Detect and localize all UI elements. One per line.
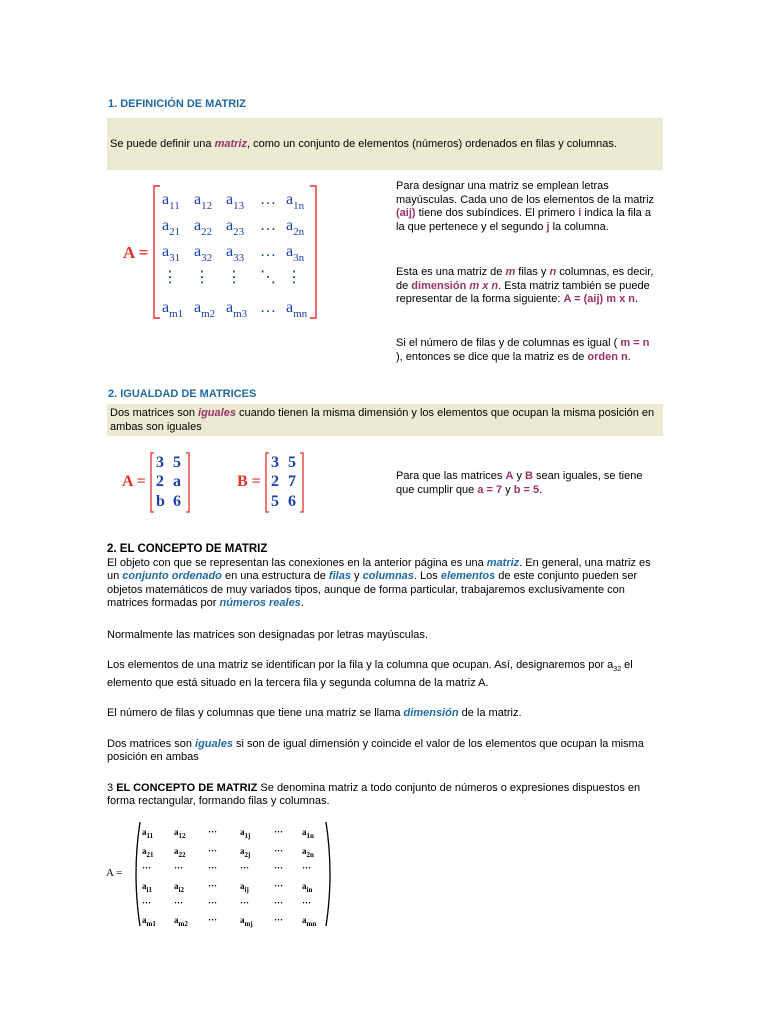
matrix-cell-4-4: ⋱ xyxy=(260,269,276,286)
dimension-keyword: dimensión xyxy=(411,279,467,292)
matrix2-cell-4-6: $a_{in}$ xyxy=(302,881,313,895)
definition-box xyxy=(107,118,663,170)
dimension-text-e: . xyxy=(634,293,639,305)
matrix2-cell-6-5: ··· xyxy=(274,915,284,925)
matrix2-cell-2-6: $a_{2n}$ xyxy=(302,846,314,860)
equality-pre: Dos matrices son xyxy=(110,407,199,419)
concept-p1-e: . Los xyxy=(413,570,441,582)
matrix-A-left-bracket xyxy=(151,453,154,512)
matrix-A-cell-1-2: 5 xyxy=(173,454,181,471)
section2-heading: 2. IGUALDAD DE MATRICES xyxy=(108,388,257,400)
order-paragraph xyxy=(396,337,658,364)
matrix-A-cell-3-1: b xyxy=(156,493,165,510)
matrix-A-cell-1-1: 3 xyxy=(156,454,164,471)
notation-text-c: indica la fila a la que pertenece y el segundo xyxy=(396,207,651,233)
concept-p3-b: el elemento que está situado en la tercera fila y segunda columna de la matriz A. xyxy=(107,659,633,689)
matrix2-cell-1-4: $a_{1j}$ xyxy=(240,827,251,841)
matrix-cell-4-5: ⋮ xyxy=(286,269,302,286)
matrix-cell-4-3: ⋮ xyxy=(226,269,242,286)
matrix2-cell-4-2: $a_{i2}$ xyxy=(174,881,184,895)
matrix-cell-5-2: $a_{m2}$ xyxy=(194,299,216,320)
matrix2-label: A = xyxy=(106,867,123,879)
matrix-B-cell-1-1: 3 xyxy=(271,454,279,471)
matrix2-cell-4-3: ··· xyxy=(208,881,218,891)
matrix-cell-2-2: $a_{22}$ xyxy=(194,217,213,238)
concept-p1-elementos: elementos xyxy=(440,570,496,582)
matrix-cell-1-1: $a_{11}$ xyxy=(162,191,180,212)
dimension-text-b: filas y xyxy=(515,266,550,278)
definition-post: , como un conjunto de elementos (números) ordenados en filas y columnas. xyxy=(247,138,617,150)
matrix-right-bracket xyxy=(310,186,316,318)
equality-matrices-svg xyxy=(120,450,320,516)
matrix-cell-1-2: $a_{12}$ xyxy=(194,191,213,212)
matrix2-cell-6-4: $a_{mj}$ xyxy=(240,915,253,929)
matrix2-cell-6-1: $a_{m1}$ xyxy=(142,915,156,929)
definition-keyword: matriz xyxy=(214,138,247,150)
cond-y: y xyxy=(513,470,526,482)
general-matrix-svg xyxy=(120,182,320,322)
matrix-B-left-bracket xyxy=(266,453,269,512)
matrix2-cell-2-2: $a_{22}$ xyxy=(174,846,186,860)
matrix2-cell-3-3: ··· xyxy=(208,863,218,873)
concept-p3-a: Los elementos de una matriz se identifican por la fila y la columna que ocupan. Así, designaremos por a xyxy=(107,659,614,671)
matrix-cell-5-5: $a_{mn}$ xyxy=(286,299,308,320)
matrix-cell-2-1: $a_{21}$ xyxy=(162,217,181,238)
matrix-cell-5-1: $a_{m1}$ xyxy=(162,299,184,320)
dimension-m: m xyxy=(505,266,516,278)
dimension-mxn: m x n xyxy=(469,279,499,292)
dimension-paragraph xyxy=(396,266,654,307)
cond-b5: b = 5 xyxy=(513,483,540,496)
notation-paragraph xyxy=(396,180,656,234)
notation-aij: (aij) xyxy=(396,207,416,219)
matrix2-cell-4-4: $a_{ij}$ xyxy=(240,881,249,895)
general-matrix-2-svg xyxy=(104,818,336,930)
equality-condition xyxy=(396,470,646,497)
notation-i: i xyxy=(578,207,582,219)
matrix-cell-4-1: ⋮ xyxy=(162,269,178,286)
dimension-form: A = (aij) m x n xyxy=(563,293,635,305)
notation-text-d: la columna. xyxy=(549,220,609,233)
equality-text xyxy=(110,407,658,434)
concept-paragraph-5 xyxy=(107,738,665,765)
matrix2-cell-5-4: ··· xyxy=(240,898,250,908)
definition-pre: Se puede definir una xyxy=(110,138,215,150)
concept-paragraph-1 xyxy=(107,557,665,611)
matrix-cell-4-2: ⋮ xyxy=(194,269,210,286)
matrix2-cell-4-5: ··· xyxy=(274,881,284,891)
concept-section xyxy=(107,543,665,809)
concept-p1-c: en una estructura de xyxy=(221,570,329,582)
cond-end: . xyxy=(539,483,543,496)
dimension-text-d: . Esta matriz también se puede representar de la forma siguiente: xyxy=(396,279,650,305)
general-matrix-figure xyxy=(120,182,320,322)
dimension-text-c: columnas, es decir, de xyxy=(396,266,654,292)
matrix-cell-1-3: $a_{13}$ xyxy=(226,191,245,212)
order-text-c: . xyxy=(627,350,631,363)
matrix2-cell-6-6: $a_{mn}$ xyxy=(302,915,317,929)
cond-text-a: Para que las matrices xyxy=(396,470,506,482)
concept-p5-iguales: iguales xyxy=(195,737,233,750)
matrix-cell-5-4: … xyxy=(260,299,276,316)
matrix2-cell-3-4: ··· xyxy=(240,863,250,873)
matrix-B-cell-1-2: 5 xyxy=(288,454,296,471)
matrix2-cell-5-3: ··· xyxy=(208,898,218,908)
concept-p1-columnas: columnas xyxy=(362,570,414,582)
concept-p3-sub: 32 xyxy=(613,666,622,674)
notation-j: j xyxy=(546,220,550,233)
matrix2-cell-2-3: ··· xyxy=(208,846,218,856)
concept3-num: 3 xyxy=(107,781,117,794)
matrix-cell-3-2: $a_{32}$ xyxy=(194,243,213,264)
concept-p1-f: de este conjunto pueden ser objetos matemáticos de muy variados tipos, aunque de forma particular, trabajaremos exclusivamente con matrices formadas por xyxy=(107,570,638,609)
matrix-B-label: B = xyxy=(237,473,261,490)
dimension-n: n xyxy=(549,266,557,278)
equality-matrices-figure xyxy=(120,450,320,516)
concept-p1-numeros: números reales xyxy=(219,597,301,609)
matrix2-cell-3-1: ··· xyxy=(142,863,152,873)
concept-p5-b: si son de igual dimensión y coincide el valor de los elementos que ocupan la misma posición en ambas xyxy=(107,737,644,764)
matrix-A-cell-2-2: a xyxy=(173,473,181,490)
matrix2-cell-2-1: $a_{21}$ xyxy=(142,846,154,860)
matrix2-cell-5-6: ··· xyxy=(302,898,312,908)
equality-keyword: iguales xyxy=(198,407,236,419)
matrix2-cell-3-2: ··· xyxy=(174,863,184,873)
matrix2-cell-1-6: $a_{1n}$ xyxy=(302,827,314,841)
matrix2-cells xyxy=(142,827,316,928)
concept-heading: 2. EL CONCEPTO DE MATRIZ xyxy=(107,543,268,555)
matrix-cell-1-5: $a_{1n}$ xyxy=(286,191,305,212)
order-keyword: orden n xyxy=(587,350,628,363)
matrix-cell-2-4: … xyxy=(260,217,276,234)
concept3-heading: EL CONCEPTO DE MATRIZ xyxy=(116,781,258,794)
matrix-A-label: A = xyxy=(122,473,146,490)
concept-paragraph-3 xyxy=(107,659,665,690)
matrix2-cell-5-2: ··· xyxy=(174,898,184,908)
dimension-text-a: Esta es una matriz de xyxy=(396,266,506,278)
equality-box xyxy=(107,404,663,436)
cond-B: B xyxy=(525,470,533,482)
concept-paragraph-2: Normalmente las matrices son designadas por letras mayúsculas. xyxy=(107,628,428,641)
cond-A: A xyxy=(505,470,514,482)
concept-p4-b: de la matriz. xyxy=(458,707,522,720)
matrix-A-cell-3-2: 6 xyxy=(173,493,181,510)
concept-p4-dimension: dimensión xyxy=(403,707,459,720)
matrix-cell-2-3: $a_{23}$ xyxy=(226,217,245,238)
notation-text-b: tiene dos subíndices. El primero xyxy=(415,207,579,219)
definition-text xyxy=(110,138,617,152)
order-text-a: Si el número de filas y de columnas es igual ( xyxy=(396,337,621,349)
concept-p1-conjunto: conjunto ordenado xyxy=(122,570,222,582)
matrix2-cell-5-5: ··· xyxy=(274,898,284,908)
matrix2-cell-3-5: ··· xyxy=(274,863,284,873)
concept-p5-a: Dos matrices son xyxy=(107,737,196,750)
matrix-cell-3-4: … xyxy=(260,243,276,260)
concept-p1-d: y xyxy=(350,570,363,582)
concept-p1-b: . En general, una matriz es un xyxy=(107,556,651,582)
matrix2-cell-6-2: $a_{m2}$ xyxy=(174,915,188,929)
matrix-A-right-bracket xyxy=(186,453,189,512)
cond-y2: y xyxy=(502,483,514,496)
matrix-A-cells xyxy=(156,454,181,510)
matrix2-cell-5-1: ··· xyxy=(142,898,152,908)
matrix2-cell-1-5: ··· xyxy=(274,827,284,837)
section1-heading: 1. DEFINICIÓN DE MATRIZ xyxy=(108,98,246,110)
matrix-cell-3-5: $a_{3n}$ xyxy=(286,243,305,264)
matrix-cell-1-4: … xyxy=(260,191,276,208)
matrix-B-cell-2-1: 2 xyxy=(271,473,279,490)
matrix-left-bracket xyxy=(154,186,160,318)
order-eq: m = n xyxy=(620,337,650,349)
concept-p4-a: El número de filas y columnas que tiene una matriz se llama xyxy=(107,707,404,720)
matrix2-cell-1-3: ··· xyxy=(208,827,218,837)
matrix2-cell-2-5: ··· xyxy=(274,846,284,856)
matrix2-cell-4-1: $a_{i1}$ xyxy=(142,881,152,895)
matrix-B-cells xyxy=(271,454,296,510)
matrix-cell-3-1: $a_{31}$ xyxy=(162,243,181,264)
matrix-B-cell-3-1: 5 xyxy=(271,493,279,510)
cond-text-b: sean iguales, se tiene que cumplir que xyxy=(396,470,643,496)
concept-p1-filas: filas xyxy=(328,570,351,582)
matrix-cell-5-3: $a_{m3}$ xyxy=(226,299,248,320)
equality-post: cuando tienen la misma dimensión y los elementos que ocupan la misma posición en ambas son iguales xyxy=(110,407,655,433)
general-matrix-figure-2 xyxy=(104,818,336,930)
concept-p1-g: . xyxy=(300,597,304,609)
concept3-text: Se denomina matriz a todo conjunto de números o expresiones dispuestos en forma rectangular, formando filas y columnas. xyxy=(107,781,641,808)
matrix2-cell-3-6: ··· xyxy=(302,863,312,873)
matrix-A-cell-2-1: 2 xyxy=(156,473,164,490)
matrix-B-right-bracket xyxy=(300,453,303,512)
matrix-cell-2-5: $a_{2n}$ xyxy=(286,217,305,238)
matrix-B-cell-3-2: 6 xyxy=(288,493,296,510)
concept-p1-a: El objeto con que se representan las conexiones en la anterior página es una xyxy=(107,556,487,569)
concept-p1-matriz: matriz xyxy=(486,556,520,569)
matrix-cell-3-3: $a_{33}$ xyxy=(226,243,245,264)
matrix-cells xyxy=(162,191,308,320)
concept-paragraph-4 xyxy=(107,707,665,721)
matrix-label: A = xyxy=(123,243,149,262)
matrix2-cell-1-1: $a_{11}$ xyxy=(142,827,154,841)
matrix2-cell-6-3: ··· xyxy=(208,915,218,925)
cond-a7: a = 7 xyxy=(477,483,503,496)
order-text-b: ), entonces se dice que la matriz es de xyxy=(396,350,588,363)
matrix2-right-paren xyxy=(326,822,330,926)
concept3-paragraph xyxy=(107,782,665,809)
matrix-B-cell-2-2: 7 xyxy=(288,473,296,490)
matrix2-cell-2-4: $a_{2j}$ xyxy=(240,846,251,860)
notation-text-a: Para designar una matriz se emplean letras mayúsculas. Cada uno de los elementos de la matriz xyxy=(396,180,655,206)
matrix2-left-paren xyxy=(136,822,140,926)
matrix2-cell-1-2: $a_{12}$ xyxy=(174,827,186,841)
